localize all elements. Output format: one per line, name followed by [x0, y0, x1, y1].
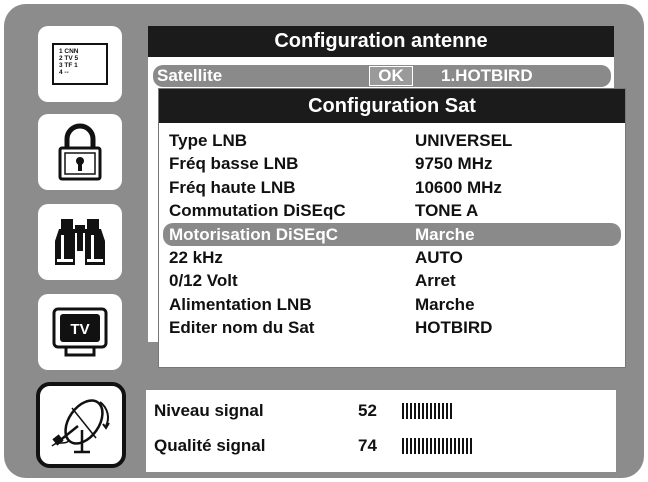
tv-icon — [52, 307, 108, 357]
setting-row-lnb-high-freq[interactable] — [159, 176, 625, 199]
signal-bar-tick — [470, 438, 472, 454]
signal-bar-tick — [462, 438, 464, 454]
setting-row-lnb-low-freq[interactable] — [159, 152, 625, 175]
signal-bar-tick — [414, 403, 416, 419]
signal-bar-tick — [458, 438, 460, 454]
setting-label: Fréq basse LNB — [169, 154, 299, 174]
channel-line: 3 TF 1 — [59, 62, 78, 69]
signal-bar-tick — [446, 438, 448, 454]
signal-bar-tick — [414, 438, 416, 454]
signal-bar-tick — [434, 403, 436, 419]
signal-bar-tick — [434, 438, 436, 454]
setting-row-diseqc-motor[interactable] — [163, 223, 621, 246]
tv-icon-label: TV — [70, 321, 90, 338]
setting-value: Marche — [415, 294, 475, 314]
signal-bar-tick — [430, 403, 432, 419]
antenna-config-title: Configuration antenne — [148, 26, 614, 57]
setting-value: AUTO — [415, 247, 463, 267]
setting-value: Marche — [415, 224, 475, 244]
setting-row-diseqc-switch[interactable] — [159, 199, 625, 222]
sat-config-window — [158, 88, 626, 368]
signal-bar-tick — [402, 403, 404, 419]
signal-bar-tick — [426, 403, 428, 419]
sat-config-list — [159, 129, 625, 340]
signal-quality-value: 74 — [358, 436, 377, 455]
signal-bar-tick — [450, 438, 452, 454]
signal-level-value: 52 — [358, 401, 377, 420]
setting-label: Type LNB — [169, 131, 248, 150]
setting-value: TONE A — [415, 201, 479, 221]
setting-row-lnb-type[interactable] — [159, 129, 625, 152]
setting-label: 0/12 Volt — [169, 271, 238, 291]
signal-bar-tick — [438, 403, 440, 419]
setting-value: Arret — [415, 271, 456, 291]
signal-bar-tick — [406, 403, 408, 419]
signal-level-row — [146, 399, 616, 423]
signal-bar-tick — [410, 438, 412, 454]
setting-label: Motorisation DiSEqC — [169, 224, 339, 244]
signal-quality-label: Qualité signal — [154, 436, 266, 455]
setting-row-22khz[interactable] — [159, 246, 625, 269]
binoculars-icon — [51, 215, 109, 269]
signal-bar-tick — [426, 438, 428, 454]
setting-label: Editer nom du Sat — [169, 318, 315, 338]
channel-list-icon — [52, 43, 108, 85]
sat-config-title: Configuration Sat — [159, 89, 625, 123]
tv-settings-button[interactable] — [38, 294, 122, 370]
setting-label: Alimentation LNB — [169, 294, 312, 314]
setting-label: Fréq haute LNB — [169, 177, 296, 197]
channel-line: 2 TV 5 — [59, 55, 79, 62]
satellite-label: Satellite — [157, 66, 223, 85]
setting-value: HOTBIRD — [415, 318, 493, 338]
signal-bar-tick — [418, 438, 420, 454]
signal-level-label: Niveau signal — [154, 401, 264, 420]
lock-icon — [57, 123, 103, 181]
signal-bar-tick — [442, 403, 444, 419]
satellite-selector-row[interactable] — [153, 65, 611, 87]
signal-bar-tick — [406, 438, 408, 454]
setting-value: 9750 MHz — [415, 154, 493, 174]
signal-bar-tick — [422, 403, 424, 419]
signal-bar-tick — [402, 438, 404, 454]
signal-bar-tick — [438, 438, 440, 454]
antenna-setup-button[interactable] — [36, 382, 126, 468]
channel-line: 4 -- — [59, 69, 69, 76]
signal-bar-tick — [454, 438, 456, 454]
setting-row-edit-sat-name[interactable] — [159, 316, 625, 339]
satellite-value: 1.HOTBIRD — [441, 66, 533, 85]
channel-list-button[interactable] — [38, 26, 122, 102]
signal-bar-tick — [410, 403, 412, 419]
satellite-dish-icon — [48, 394, 114, 456]
signal-panel — [146, 390, 616, 472]
signal-bar-tick — [442, 438, 444, 454]
signal-bar-tick — [418, 403, 420, 419]
setting-value: 10600 MHz — [415, 177, 502, 197]
setting-row-lnb-power[interactable] — [159, 293, 625, 316]
parental-lock-button[interactable] — [38, 114, 122, 190]
signal-quality-bar — [402, 438, 474, 454]
signal-quality-row — [146, 434, 616, 458]
signal-bar-tick — [446, 403, 448, 419]
signal-bar-tick — [430, 438, 432, 454]
signal-level-bar — [402, 403, 454, 419]
setting-label: Commutation DiSEqC — [169, 201, 346, 221]
setting-label: 22 kHz — [169, 247, 223, 267]
signal-bar-tick — [422, 438, 424, 454]
setting-row-0-12-volt[interactable] — [159, 269, 625, 292]
channel-line: 1 CNN — [59, 48, 79, 55]
signal-bar-tick — [466, 438, 468, 454]
setting-value: UNIVERSEL — [415, 131, 513, 150]
signal-bar-tick — [450, 403, 452, 419]
channel-search-button[interactable] — [38, 204, 122, 280]
ok-button[interactable]: OK — [369, 66, 413, 86]
